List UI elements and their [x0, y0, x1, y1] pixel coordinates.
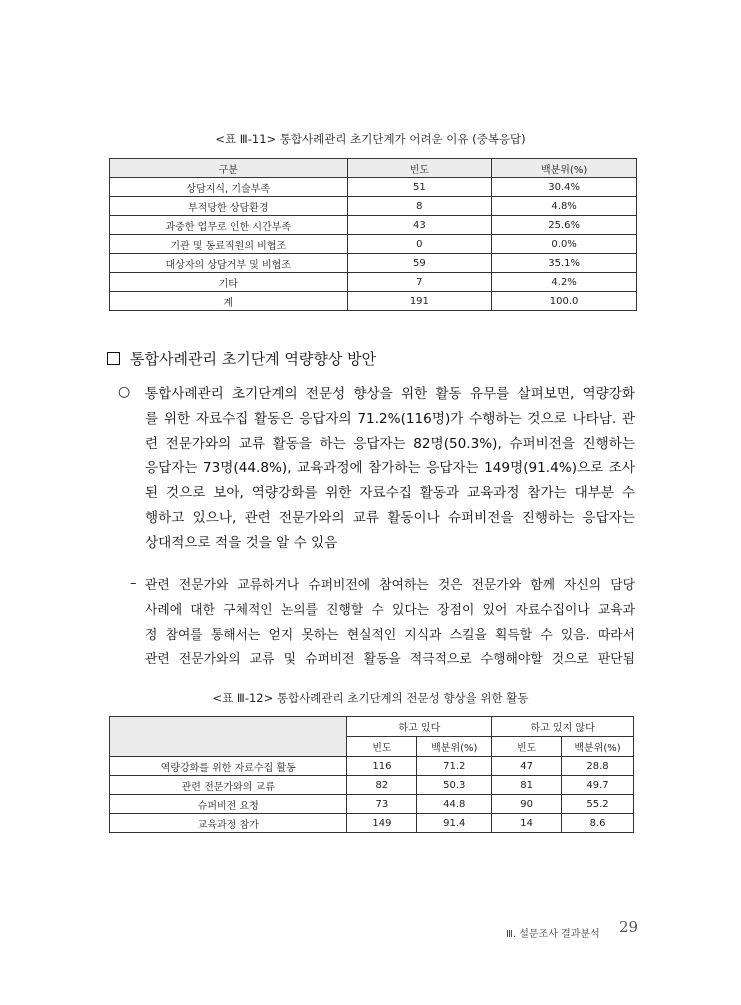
table-cell: 73: [347, 795, 417, 814]
section-heading: [107, 348, 376, 369]
table2-caption: <표 Ⅲ-12> 통합사례관리 초기단계의 전문성 향상을 위한 활동: [212, 691, 529, 705]
table-cell: 90: [492, 795, 562, 814]
paragraph-line: 된 것으로 보아, 역량강화를 위한 자료수집 활동과 교육과정 참가는 대부분 수: [145, 485, 635, 502]
table-cell: 82: [347, 776, 417, 795]
table2: [109, 716, 634, 833]
table-cell: 관련 전문가와의 교류: [110, 776, 347, 795]
table-cell: 0: [347, 235, 492, 254]
table-row: [110, 757, 634, 776]
table-cell: 191: [347, 292, 492, 311]
table-cell: 28.8: [562, 757, 634, 776]
circle-bullet-icon: ○: [118, 384, 131, 400]
table-cell: 계: [110, 292, 348, 311]
paragraph-line: 관련 전문가와 교류하거나 슈퍼비전에 참여하는 것은 전문가와 함께 자신의 담당: [145, 578, 635, 593]
table1-header-percent: 백분위(%): [492, 159, 637, 178]
table-cell: 0.0%: [492, 235, 637, 254]
table-cell: 교육과정 참가: [110, 814, 347, 833]
page-number: 29: [619, 918, 639, 936]
table1-header-category: 구분: [110, 159, 348, 178]
table2-group-header-row: [110, 717, 634, 737]
table1: [109, 158, 637, 311]
table-cell: 91.4: [417, 814, 492, 833]
table-cell: 역량강화를 위한 자료수집 활동: [110, 757, 347, 776]
table-row: [110, 254, 637, 273]
table-cell: 43: [347, 216, 492, 235]
table-cell: 14: [492, 814, 562, 833]
paragraph-line: 사례에 대한 구체적인 논의를 진행할 수 있다는 장점이 있어 자료수집이나 교육과: [145, 602, 635, 618]
table-cell: 55.2: [562, 795, 634, 814]
table-total-row: [110, 292, 637, 311]
paragraph-line: 관련 전문가와의 교류 및 슈퍼비전 활동을 적극적으로 수행해야할 것으로 판단됨: [145, 652, 635, 668]
table-row: [110, 795, 634, 814]
table-cell: 상담지식, 기술부족: [110, 178, 348, 197]
table-row: [110, 216, 637, 235]
table-row: [110, 273, 637, 292]
paragraph-line: 를 위한 자료수집 활동은 응답자의 71.2%(116명)가 수행하는 것으로 나타남. 관: [145, 410, 635, 427]
table2-header-doing: 하고 있다: [347, 717, 492, 737]
table2-header-not-doing: 하고 있지 않다: [492, 717, 634, 737]
paragraph-line: 행하고 있으나, 관련 전문가와의 교류 활동이나 슈퍼비전을 진행하는 응답자는: [145, 509, 635, 526]
table-cell: 부적당한 상담환경: [110, 197, 348, 216]
table-cell: 116: [347, 757, 417, 776]
table-cell: 44.8: [417, 795, 492, 814]
checkbox-square-icon: [107, 352, 120, 365]
table-cell: 기타: [110, 273, 348, 292]
section-title: 통합사례관리 초기단계 역량향상 방안: [130, 350, 377, 368]
table-row: [110, 776, 634, 795]
table-cell: 59: [347, 254, 492, 273]
paragraph-line: 련 전문가와의 교류 활동을 하는 응답자는 82명(50.3%), 슈퍼비전을 진행하는: [145, 435, 635, 452]
table2-header-blank: [110, 717, 347, 757]
table-row: [110, 197, 637, 216]
table-cell: 8.6: [562, 814, 634, 833]
table-cell: 71.2: [417, 757, 492, 776]
table-cell: 30.4%: [492, 178, 637, 197]
table-cell: 51: [347, 178, 492, 197]
table1-caption: <표 Ⅲ-11> 통합사례관리 초기단계가 어려운 이유 (중복응답): [215, 132, 526, 146]
paragraph-line: 상대적으로 적을 것을 알 수 있음: [145, 534, 338, 551]
table-cell: 4.8%: [492, 197, 637, 216]
table-cell: 4.2%: [492, 273, 637, 292]
table-cell: 35.1%: [492, 254, 637, 273]
table-cell: 47: [492, 757, 562, 776]
table-cell: 49.7: [562, 776, 634, 795]
paragraph-main: [145, 382, 635, 556]
table-cell: 50.3: [417, 776, 492, 795]
table-cell: 기관 및 동료직원의 비협조: [110, 235, 348, 254]
table-cell: 슈퍼비전 요청: [110, 795, 347, 814]
table-row: [110, 235, 637, 254]
table2-header-percent: 백분위(%): [562, 737, 634, 757]
table-cell: 과중한 업무로 인한 시간부족: [110, 216, 348, 235]
table-row: [110, 814, 634, 833]
table-row: [110, 178, 637, 197]
table1-header-row: [110, 159, 637, 178]
table-cell: 149: [347, 814, 417, 833]
table2-header-percent: 백분위(%): [417, 737, 492, 757]
table-cell: 81: [492, 776, 562, 795]
table2-header-frequency: 빈도: [492, 737, 562, 757]
footer-chapter: Ⅲ. 설문조사 결과분석: [506, 929, 600, 940]
table-cell: 대상자의 상담거부 및 비협조: [110, 254, 348, 273]
dash-bullet-icon: –: [130, 576, 137, 591]
paragraph-line: 응답자는 73명(44.8%), 교육과정에 참가하는 응답자는 149명(91.4%)으로 조사: [145, 460, 635, 477]
table2-header-frequency: 빈도: [347, 737, 417, 757]
paragraph-sub: [145, 574, 635, 673]
table-cell: 100.0: [492, 292, 637, 311]
table-cell: 25.6%: [492, 216, 637, 235]
paragraph-line: 정 참여를 통해서는 얻지 못하는 현실적인 지식과 스킬을 획득할 수 있음. 따라서: [145, 627, 635, 643]
paragraph-line: 통합사례관리 초기단계의 전문성 향상을 위한 활동 유무를 살펴보면, 역량강화: [145, 386, 635, 402]
table1-header-frequency: 빈도: [347, 159, 492, 178]
table-cell: 8: [347, 197, 492, 216]
table-cell: 7: [347, 273, 492, 292]
